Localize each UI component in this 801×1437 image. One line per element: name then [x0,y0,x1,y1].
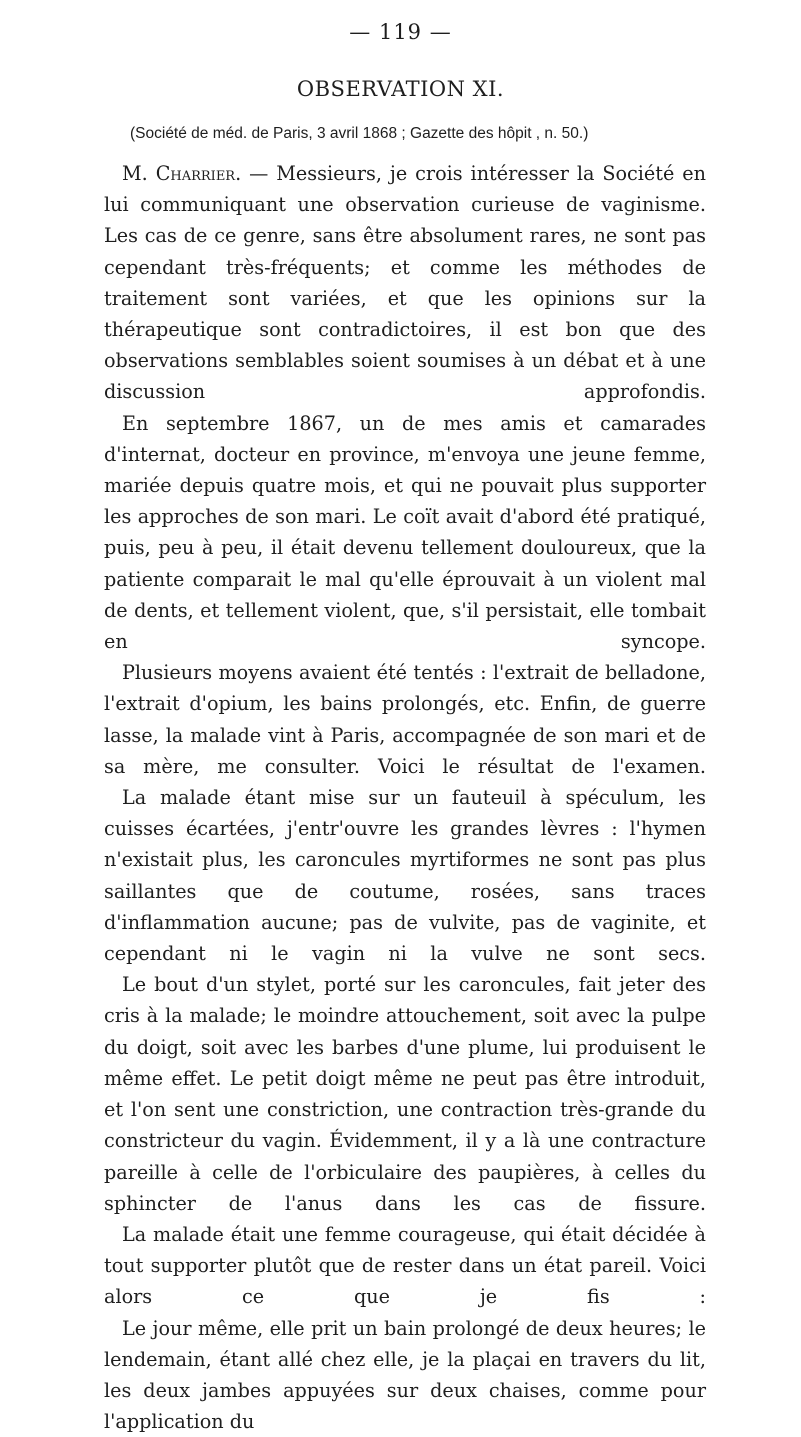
observation-heading: OBSERVATION XI. [296,77,505,101]
page-number: — 119 — [349,20,452,44]
paragraph-4 [104,782,706,969]
paragraph-1 [104,158,706,408]
paragraph-2 [104,408,706,658]
speaker-name: M. Charrier. [122,162,242,185]
paragraph-text: La malade étant mise sur un fauteuil à spéculum, les cuisses écartées, j'entr'ouvre les grandes lèvres : l'hymen n'existait plus, les caroncules myrtiformes ne sont pas plus saillantes que de coutume, rosées, sans traces d'inflammation aucune; pas de vulvite, pas de vaginite, et cependant ni le vagin ni la vulve ne sont secs. [104,786,706,966]
paragraph-5 [104,969,706,1219]
paragraph-text: Le bout d'un stylet, porté sur les caroncules, fait jeter des cris à la malade; le moindre attouchement, soit avec la pulpe du doigt, soit avec les barbes d'une plume, lui produisent le même effet. Le petit doigt même ne peut pas être introduit, et l'on sent une constriction, une contraction très-grande du constricteur du vagin. Évidemment, il y a là une contracture pareille à celle de l'orbiculaire des paupières, à celles du sphincter de l'anus dans les cas de fissure. [104,973,706,1215]
paragraph-3 [104,657,706,782]
paragraph-text: Le jour même, elle prit un bain prolongé de deux heures; le lendemain, étant allé chez elle, je la plaçai en travers du lit, les deux jambes appuyées sur deux chaises, comme pour l'application du [104,1316,706,1434]
paragraph-7 [104,1313,706,1437]
paragraph-text: Plusieurs moyens avaient été tentés : l'extrait de belladone, l'extrait d'opium, les bains prolongés, etc. Enfin, de guerre lasse, la malade vint à Paris, accompagnée de son mari et de sa mère, me consulter. Voici le résultat de l'examen. [104,661,706,778]
body-text [104,158,706,1437]
source-citation: (Société de méd. de Paris, 3 avril 1868 ; Gazette des hôpit , n. 50.) [130,125,589,142]
paragraph-text: En septembre 1867, un de mes amis et camarades d'internat, docteur en province, m'envoya une jeune femme, mariée depuis quatre mois, et qui ne pouvait plus supporter les approches de son mari. Le coït avait d'abord été pratiqué, puis, peu à peu, il était devenu tellement douloureux, que la patiente comparait le mal qu'elle éprouvait à un violent mal de dents, et tellement violent, que, s'il persistait, elle tombait en syncope. [104,411,706,654]
paragraph-text: La malade était une femme courageuse, qui était décidée à tout supporter plutôt que de rester dans un état pareil. Voici alors ce que je fis : [104,1222,706,1309]
paragraph-text: — Messieurs, je crois intéresser la Société en lui communiquant une observation curieuse de vaginisme. Les cas de ce genre, sans être absolument rares, ne sont pas cependant très-fréquents; et comme les méthodes de traitement sont variées, et que les opinions sur la thérapeutique sont contradictoires, il est bon que des observations semblables soient soumises à un débat et à une discussion approfondis. [104,162,707,404]
paragraph-6 [104,1219,706,1313]
